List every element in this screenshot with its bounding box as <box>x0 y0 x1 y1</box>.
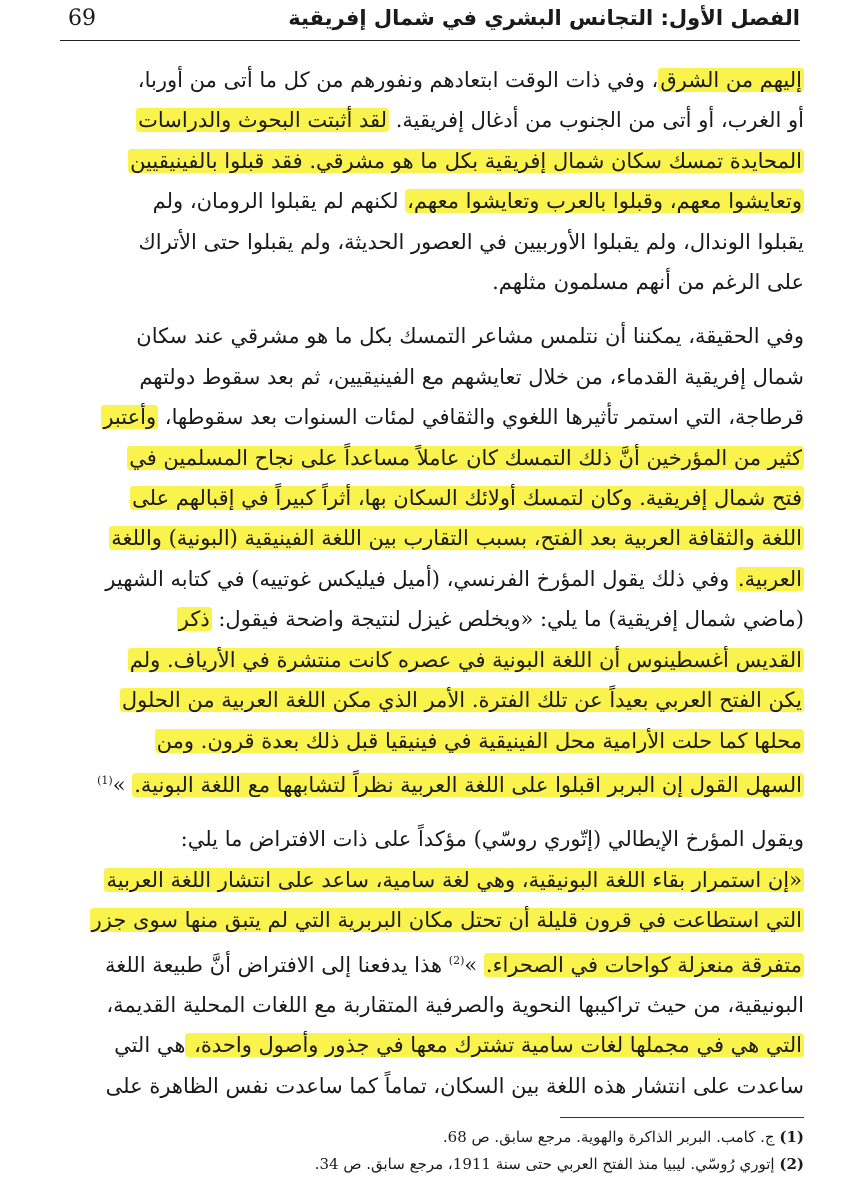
text-line <box>76 640 804 680</box>
text-line <box>76 860 804 900</box>
highlighted-text: ذكر <box>178 607 210 632</box>
text-line <box>76 559 804 599</box>
running-title: الفصل الأول: التجانس البشري في شمال إفريقية <box>288 6 800 30</box>
highlighted-text: السهل القول إن البربر اقبلوا على اللغة العربية نظراً لتشابهها مع اللغة البونية. <box>134 772 802 797</box>
text-line <box>76 60 804 100</box>
plain-text: على الرغم من أنهم مسلمون مثلهم. <box>492 270 804 295</box>
text-line <box>76 599 804 639</box>
footnote-divider <box>560 1117 804 1118</box>
plain-text: أو الغرب، أو أتى من الجنوب من أدغال إفريقية. <box>389 108 804 133</box>
page-number: 69 <box>68 6 96 31</box>
footnote-text: إتوري رُوسّي. ليبيا منذ الفتح العربي حتى سنة 1911، مرجع سابق. ص 34. <box>314 1155 780 1173</box>
footnote-text: ج. كامب. البربر الذاكرة والهوية. مرجع سابق. ص 68. <box>442 1128 780 1146</box>
plain-text: (ماضي شمال إفريقية) ما يلي: «ويخلص غيزل لنتيجة واضحة فيقول: <box>211 607 804 632</box>
plain-text: ويقول المؤرخ الإيطالي (إتّوري روسّي) مؤكداً على ذات الافتراض ما يلي: <box>180 827 804 852</box>
highlighted-text: العربية. <box>737 566 802 591</box>
plain-text: يقبلوا الوندال، ولم يقبلوا الأوربيين في العصور الحديثة، ولم يقبلوا حتى الأتراك <box>138 229 804 254</box>
text-line <box>76 222 804 262</box>
highlighted-text: محلها كما حلت الأرامية محل الفينيقية في فينيقيا قبل ذلك بعدة قرون. ومن <box>156 728 802 753</box>
text-line <box>76 721 804 761</box>
highlighted-text: لقد أثبتت البحوث والدراسات <box>138 108 388 133</box>
paragraph-gap <box>76 302 804 316</box>
footnote-reference: (2) <box>448 953 465 967</box>
text-line <box>76 262 804 302</box>
text-line <box>76 761 804 805</box>
footnote-number: (2) <box>779 1155 804 1173</box>
footnote <box>300 1124 804 1151</box>
highlighted-text: المحايدة تمسك سكان شمال إفريقية بكل ما هو مشرقي. فقد قبلوا بالفينيقيين <box>130 148 802 173</box>
footnote-reference: (1) <box>97 773 113 787</box>
plain-text: هي التي <box>114 1033 186 1058</box>
text-line <box>76 518 804 558</box>
footnotes <box>300 1124 804 1178</box>
plain-text: وفي الحقيقة، يمكننا أن نتلمس مشاعر التمسك بكل ما هو مشرقي عند سكان <box>136 324 804 349</box>
plain-text: لكنهم لم يقبلوا الرومان، ولم <box>152 189 406 214</box>
text-line <box>76 1025 804 1065</box>
text-line <box>76 181 804 221</box>
header-rule <box>60 40 800 41</box>
text-line <box>76 985 804 1025</box>
highlighted-text: متفرقة منعزلة كواحات في الصحراء. <box>485 952 802 977</box>
highlighted-text: إليهم من الشرق <box>660 68 802 92</box>
paragraph-gap <box>76 805 804 819</box>
highlighted-text: وتعايشوا معهم، وقبلوا بالعرب وتعايشوا معهم، <box>407 189 802 214</box>
text-line <box>76 941 804 985</box>
highlighted-text: القديس أغسطينوس أن اللغة البونية في عصره كانت منتشرة في الأرياف. ولم <box>129 647 802 672</box>
highlighted-text: «إن استمرار بقاء اللغة البونيقية، وهي لغة سامية، ساعد على انتشار اللغة العربية <box>106 867 802 892</box>
plain-text: البونيقية، من حيث تراكيبها النحوية والصرفية المتقاربة مع اللغات المحلية القديمة، <box>106 992 804 1017</box>
page-header <box>60 4 800 38</box>
plain-text: ، وفي ذات الوقت ابتعادهم ونفورهم من كل ما أتى من أوربا، <box>137 68 659 92</box>
text-line <box>76 478 804 518</box>
text-line <box>76 397 804 437</box>
highlighted-text: كثير من المؤرخين أنَّ ذلك التمسك كان عاملاً مساعداً على نجاح المسلمين في <box>129 445 802 470</box>
highlighted-text: يكن الفتح العربي بعيداً عن تلك الفترة. الأمر الذي مكن اللغة العربية من الحلول <box>121 688 802 713</box>
highlighted-text: اللغة والثقافة العربية بعد الفتح، بسبب التقارب بين اللغة الفينيقية (البونية) واللغة <box>111 526 802 551</box>
footnote <box>300 1151 804 1178</box>
plain-text: وفي ذلك يقول المؤرخ الفرنسي، (أميل فيليكس غوتييه) في كتابه الشهير <box>105 566 736 591</box>
plain-text: ساعدت على انتشار هذه اللغة بين السكان، تماماً كما ساعدت نفس الظاهرة على <box>105 1073 804 1098</box>
plain-text: » <box>112 772 133 797</box>
plain-text: قرطاجة، التي استمر تأثيرها اللغوي والثقافي لمئات السنوات بعد سقوطها، <box>158 405 804 430</box>
text-line <box>76 819 804 859</box>
highlighted-text: التي هي في مجملها لغات سامية تشترك معها في جذور وأصول واحدة، <box>187 1033 802 1058</box>
plain-text: » <box>464 952 484 977</box>
text-line <box>76 141 804 181</box>
text-line <box>76 438 804 478</box>
text-line <box>76 900 804 940</box>
text-line <box>76 316 804 356</box>
highlighted-text: فتح شمال إفريقية. وكان لتمسك أولائك السكان بها، أثراً كبيراً في إقبالهم على <box>132 486 802 511</box>
highlighted-text: وأعتبر <box>103 405 157 430</box>
plain-text: هذا يدفعنا إلى الافتراض أنَّ طبيعة اللغة <box>104 952 449 977</box>
body-text <box>76 60 804 1106</box>
text-line <box>76 357 804 397</box>
highlighted-text: التي استطاعت في قرون قليلة أن تحتل مكان البربرية التي لم يتبق منها سوى جزر <box>91 908 802 933</box>
footnote-number: (1) <box>779 1128 804 1146</box>
plain-text: شمال إفريقية القدماء، من خلال تعايشهم مع الفينيقيين، ثم بعد سقوط دولتهم <box>139 364 804 389</box>
text-line <box>76 1066 804 1106</box>
text-line <box>76 100 804 140</box>
text-line <box>76 680 804 720</box>
